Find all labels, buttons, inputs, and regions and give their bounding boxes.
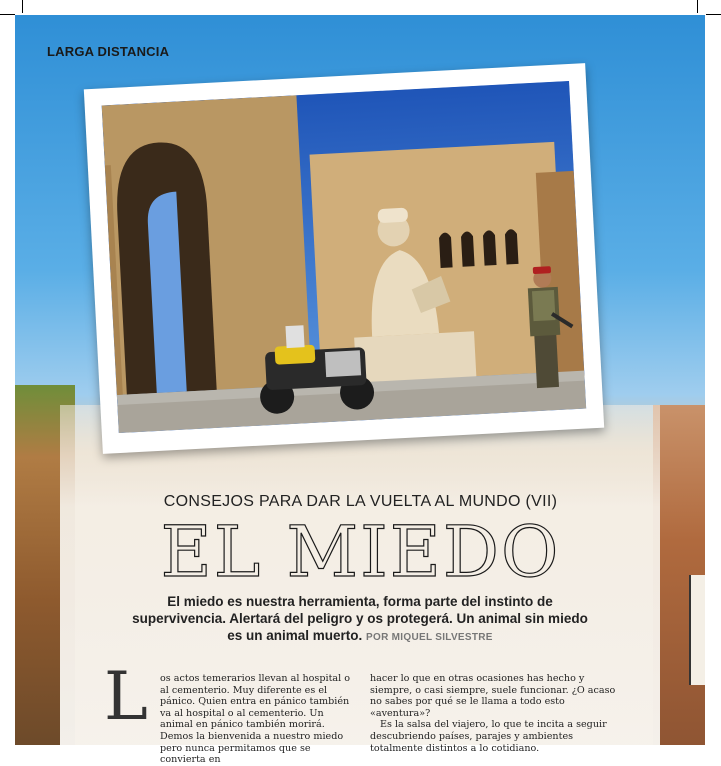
- body-column-2: [370, 673, 620, 754]
- photo-frame: [84, 63, 604, 454]
- crop-mark: [697, 0, 698, 13]
- crop-mark: [706, 14, 721, 15]
- body-paragraph: hacer lo que en otras ocasiones has hecho y siempre, o casi siempre, suele funcionar. ¿O acaso no sabes por qué se le llama a todo esto «aventura»?: [370, 673, 616, 719]
- crop-mark: [0, 14, 15, 15]
- photo-illustration: [102, 81, 587, 433]
- photo-monument-motorcycle: [102, 81, 587, 433]
- body-paragraph: Es la salsa del viajero, lo que te incita a seguir descubriendo países, parajes y ambientes totalmente distintos a lo cotidiano.: [370, 719, 607, 754]
- crop-mark: [22, 0, 23, 13]
- body-paragraph: os actos temerarios llevan al hospital o al cementerio. Muy diferente es el pánico. Quien entra en pánico también va al hospital o al cementerio. Un animal en pánico también morirá. Demos la bienvenida a nuestro miedo pero nunca permitamos que se convierta en: [160, 673, 351, 766]
- byline: POR MIQUEL SILVESTRE: [366, 632, 493, 643]
- body-column-1: [160, 673, 358, 766]
- article-kicker: CONSEJOS PARA DAR LA VUELTA AL MUNDO (VII): [163, 493, 558, 510]
- section-label: LARGA DISTANCIA: [47, 44, 170, 59]
- lead-text: El miedo es nuestra herramienta, forma parte del instinto de supervivencia. Alertará del peligro y os protegerá. Un animal sin miedo es un animal muerto.: [132, 594, 588, 643]
- drop-cap: L: [104, 658, 148, 735]
- article-title: EL MIEDO: [160, 511, 561, 593]
- article-lead: [125, 593, 595, 646]
